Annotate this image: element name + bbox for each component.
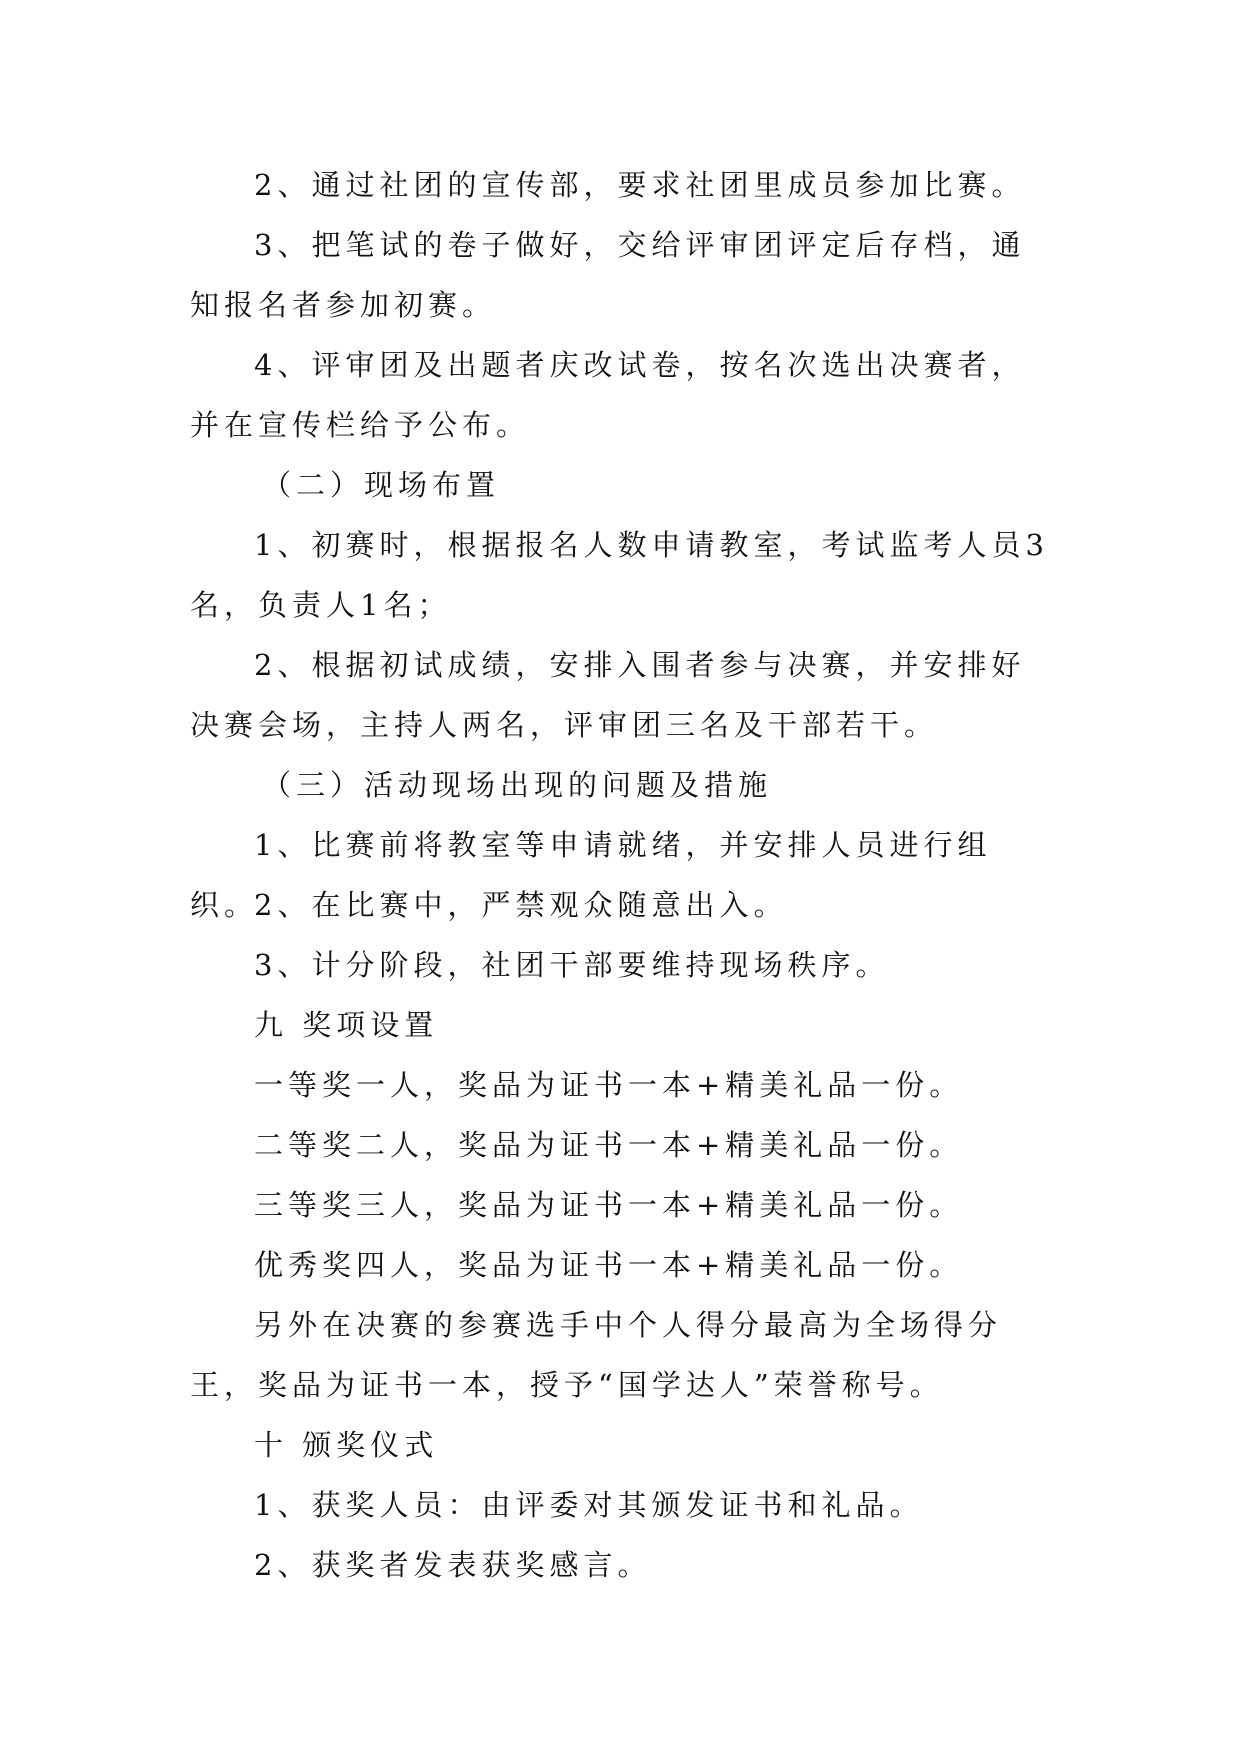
paragraph-final-arrangement: 2、根据初试成绩，安排入围者参与决赛，并安排好决赛会场，主持人两名，评审团三名及干部若干。 <box>190 648 1026 742</box>
paragraph-ceremony-2: 2、获奖者发表获奖感言。 <box>254 1548 652 1582</box>
paragraph-third-prize: 三等奖三人，奖品为证书一本+精美礼品一份。 <box>254 1188 964 1222</box>
paragraph-excellence-prize: 优秀奖四人，奖品为证书一本+精美礼品一份。 <box>254 1248 964 1282</box>
paragraph-review: 4、评审团及出题者庆改试卷，按名次选出决赛者，并在宣传栏给予公布。 <box>190 348 1026 442</box>
section-heading-ceremony: 十 颁奖仪式 <box>254 1428 439 1462</box>
paragraph-top-scorer: 另外在决赛的参赛选手中个人得分最高为全场得分王，奖品为证书一本，授予“国学达人”荣誉称号。 <box>190 1308 1003 1402</box>
section-heading-awards: 九 奖项设置 <box>254 1008 439 1042</box>
paragraph-first-prize: 一等奖一人，奖品为证书一本+精美礼品一份。 <box>254 1068 964 1102</box>
paragraph-publicity: 2、通过社团的宣传部，要求社团里成员参加比赛。 <box>254 168 1026 202</box>
paragraph-measure-1: 1、比赛前将教室等申请就绪，并安排人员进行组织。 <box>190 828 992 922</box>
paragraph-measure-3: 3、计分阶段，社团干部要维持现场秩序。 <box>254 948 890 982</box>
section-heading-issues-measures: （三）活动现场出现的问题及措施 <box>262 768 773 802</box>
paragraph-measure-2: 2、在比赛中，严禁观众随意出入。 <box>254 888 788 922</box>
paragraph-preliminary: 1、初赛时，根据报名人数申请教室，考试监考人员3名，负责人1名； <box>190 528 1049 622</box>
paragraph-second-prize: 二等奖二人，奖品为证书一本+精美礼品一份。 <box>254 1128 964 1162</box>
paragraph-ceremony-1: 1、获奖人员：由评委对其颁发证书和礼品。 <box>254 1488 924 1522</box>
paragraph-written-test: 3、把笔试的卷子做好，交给评审团评定后存档，通知报名者参加初赛。 <box>190 228 1026 322</box>
section-heading-venue-setup: （二）现场布置 <box>262 468 501 502</box>
